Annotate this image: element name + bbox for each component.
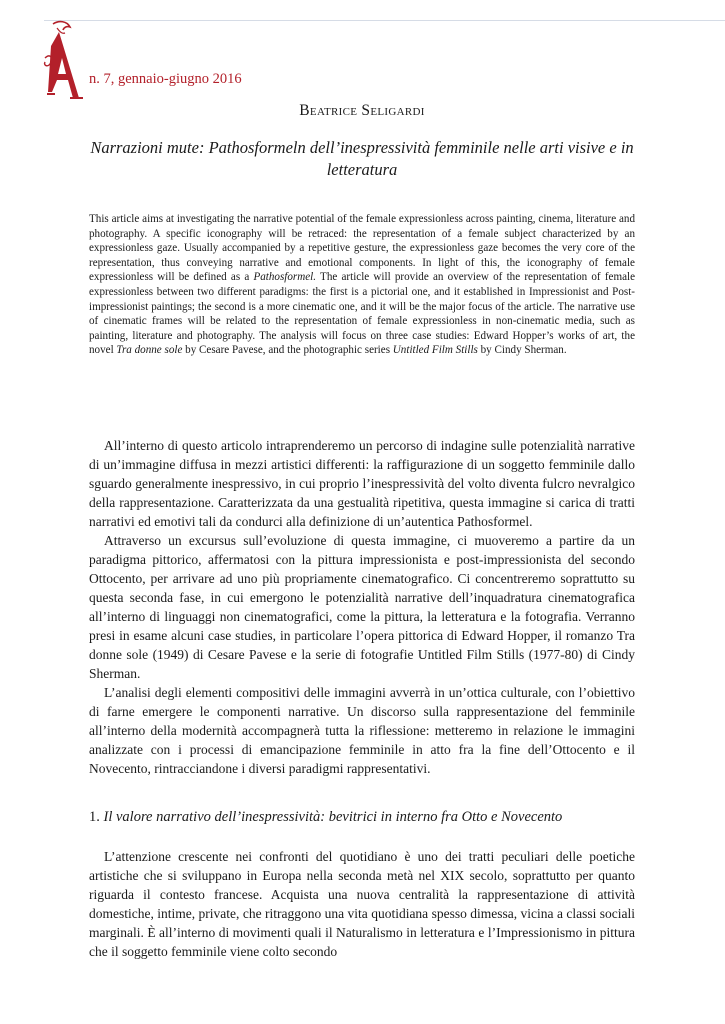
body-paragraph: L’analisi degli elementi compositivi delle immagini avverrà in un’ottica culturale, con l’obiettivo di farne emergere le componenti narrative. Un discorso sulla rappresentazione del femminile all’interno della modernità accompagnerà tutta la riflessione: metteremo in relazione le immagini analizzate con i processi di emancipazione femminile in atto fra la fine dell’Ottocento e il Novecento, rintracciandone i diversi paradigmi rappresentativi.: [89, 685, 635, 776]
abstract-text: by Cesare Pavese, and the photographic series: [182, 344, 393, 357]
body-paragraph: L’attenzione crescente nei confronti del quotidiano è uno dei tratti peculiari delle poetiche artistiche che si sviluppano in Europa nella seconda metà nel XIX secolo, soprattutto per quanto riguarda il contesto francese. Acquista una nuova centralità la rappresentazione di attività domestiche, intime, private, che ritraggono una vita quotidiana spesso dimessa, vicina a classi sociali marginali. È all’interno di movimenti quali il Naturalismo in letteratura e l’Impressionismo in pittura che il soggetto femminile viene colto secondo: [89, 849, 635, 959]
journal-logo-icon: [37, 18, 85, 104]
article-title: Narrazioni mute: Pathosformeln dell’inespressività femminile nelle arti visive e in letteratura: [90, 138, 634, 179]
abstract: [89, 212, 635, 358]
section-body: [89, 847, 635, 961]
article-author: Beatrice Seligardi: [299, 102, 425, 119]
abstract-term: Pathosformel.: [253, 271, 317, 284]
section-title: Il valore narrativo dell’inespressività: bevitrici in interno fra Otto e Novecento: [103, 809, 563, 825]
abstract-text: The article will provide an overview of the representation of female expressionless between two different paradigms: the first is a pictorial one, and it established in Impressionist and Post-impressionist paintings; the second is a more cinematic one, and it will be the major focus of the article. The narrative use of cinematic frames will be related to the representation of female expressionless in non-cinematic media, such as painting, literature and photography. The analysis will focus on three case studies: Edward Hopper’s works of art, the novel: [89, 271, 635, 357]
abstract-series-title: Untitled Film Stills: [392, 344, 478, 357]
issue-number: n. 7, gennaio-giugno 2016: [89, 71, 242, 87]
section-heading: [89, 809, 635, 826]
body-paragraph: Attraverso un excursus sull’evoluzione di questa immagine, ci muoveremo a partire da un paradigma pittorico, affermatosi con la pittura impressionista e post-impressionista del secondo Ottocento, per arrivare ad uno più propriamente cinematografico. Ci concentreremo soprattutto su questa seconda fase, in cui emergono le potenzialità narrative dell’inquadratura cinematografica all’interno di linguaggi non cinematografici, come la pittura, la letteratura e la fotografia. Verranno presi in esame alcuni case studies, in particolare l’opera pittorica di Edward Hopper, il romanzo Tra donne sole (1949) di Cesare Pavese e la serie di fotografie Untitled Film Stills (1977-80) di Cindy Sherman.: [89, 533, 635, 681]
abstract-text: by Cindy Sherman.: [477, 344, 567, 357]
introduction: [89, 436, 635, 778]
abstract-novel-title: Tra donne sole: [116, 344, 183, 357]
body-paragraph: All’interno di questo articolo intraprenderemo un percorso di indagine sulle potenzialità narrative di un’immagine diffusa in mezzi artistici differenti: la raffigurazione di un soggetto femminile dallo sguardo generalmente inespressivo, in cui proprio l’inespressività del volto diventa fulcro nevralgico della rappresentazione. Caratterizzata da una gestualità ripetitiva, questa immagine si carica di tratti narrativi ed emotivi tali da condurci alla definizione di un’autentica Pathosformel.: [89, 438, 635, 529]
section-number: 1.: [89, 809, 104, 825]
header-rule: [44, 20, 725, 21]
abstract-text: This article aims at investigating the narrative potential of the female expressionless across painting, cinema, literature and photography. A specific iconography will be retraced: the representation of a female subject characterized by an expressionless gaze. Usually accompanied by a repetitive gesture, the expressionless gaze becomes the very core of the representation, thus conveying narrative and emotional components. In light of this, the iconography of female expressionless will be defined as a: [89, 213, 635, 284]
